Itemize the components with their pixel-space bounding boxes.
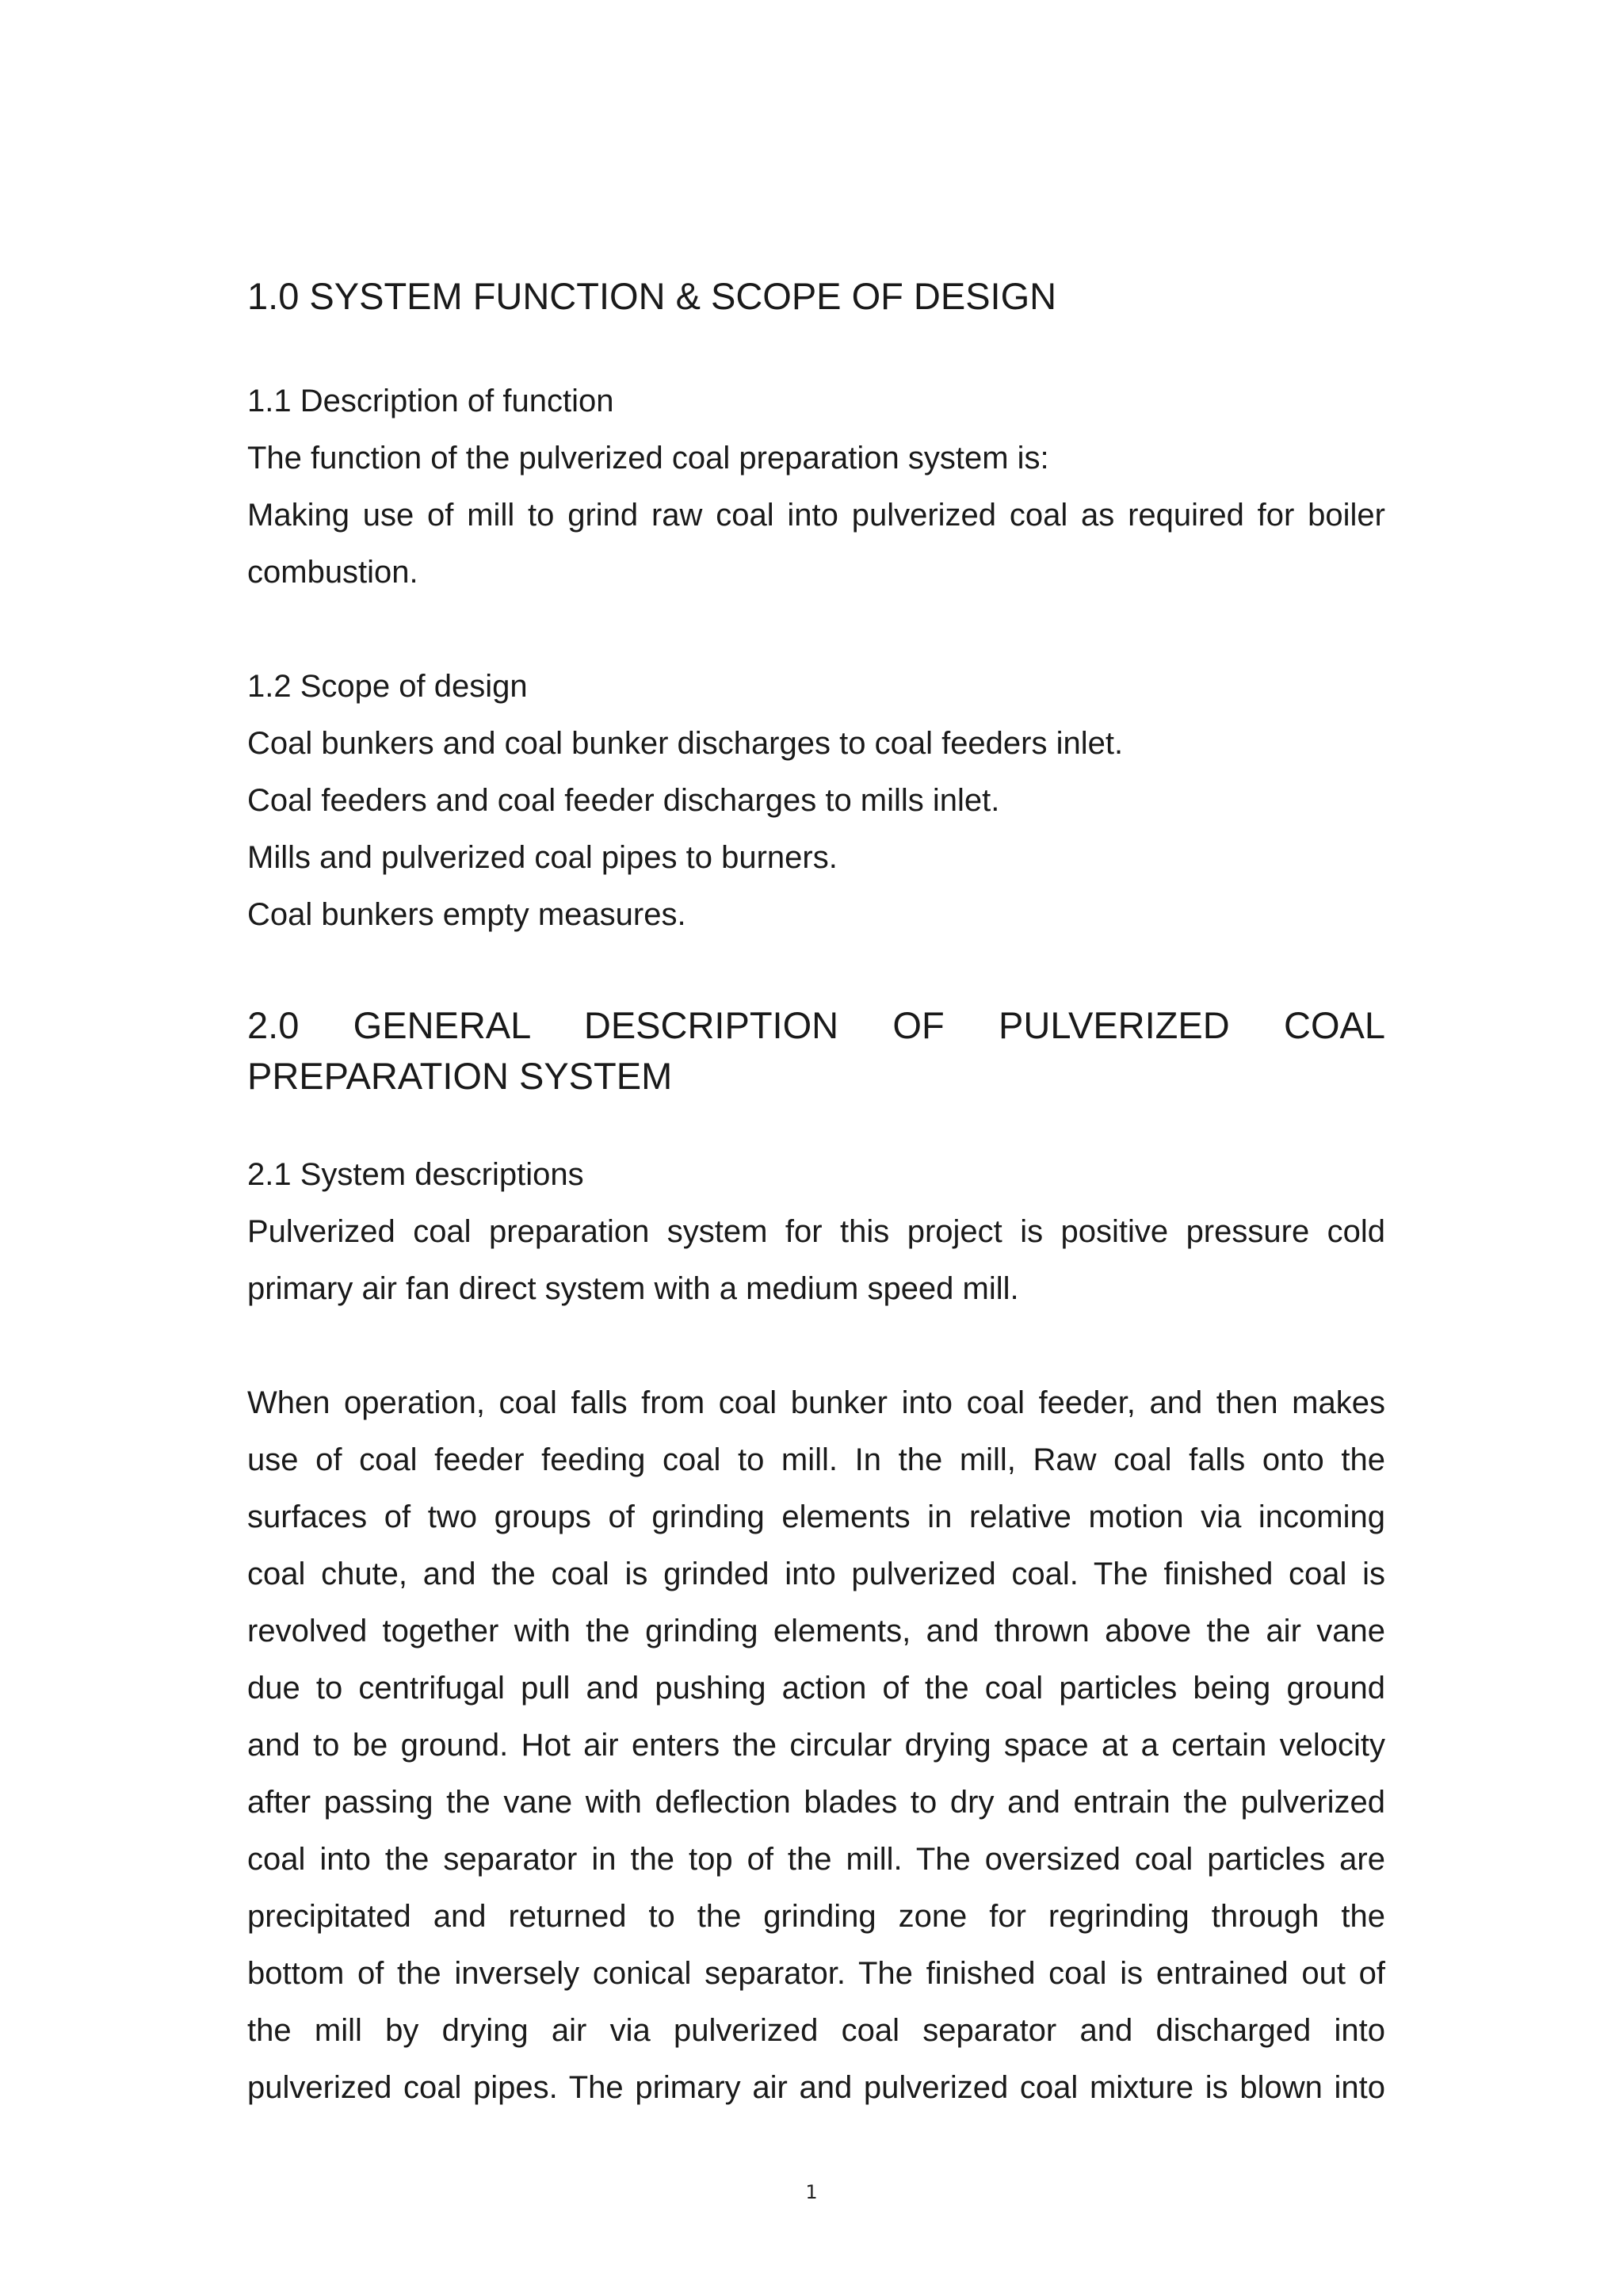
page-number: 1 <box>805 2181 818 2203</box>
text-line: due to centrifugal pull and pushing action of the coal particles being ground <box>247 1671 1385 1706</box>
text-line: coal chute, and the coal is grinded into pulverized coal. The finished coal is <box>247 1557 1385 1591</box>
text-line: use of coal feeder feeding coal to mill. In the mill, Raw coal falls onto the <box>247 1442 1385 1477</box>
text-line: after passing the vane with deflection blades to dry and entrain the pulverized <box>247 1785 1385 1820</box>
section-1-1-heading: 1.1 Description of function <box>247 384 614 418</box>
section-1-2-heading: 1.2 Scope of design <box>247 669 528 704</box>
section-2-1-heading: 2.1 System descriptions <box>247 1157 584 1192</box>
text-line: and to be ground. Hot air enters the circular drying space at a certain velocity <box>247 1728 1385 1763</box>
heading-line: PREPARATION SYSTEM <box>247 1055 673 1097</box>
heading-line: 2.0 GENERAL DESCRIPTION OF PULVERIZED COAL <box>247 1004 1385 1046</box>
operation-paragraph <box>247 1374 1385 2116</box>
text-line: the mill by drying air via pulverized coal separator and discharged into <box>247 2013 1385 2048</box>
text-line: Making use of mill to grind raw coal into pulverized coal as required for boiler <box>247 498 1385 533</box>
section-2-heading <box>247 1000 1385 1102</box>
text-line: surfaces of two groups of grinding elements in relative motion via incoming <box>247 1499 1385 1534</box>
text-line: When operation, coal falls from coal bunker into coal feeder, and then makes <box>247 1385 1385 1420</box>
text-line: precipitated and returned to the grinding zone for regrinding through the <box>247 1899 1385 1934</box>
section-1-2-body <box>247 715 1385 943</box>
text-line: pulverized coal pipes. The primary air and pulverized coal mixture is blown into <box>247 2070 1385 2105</box>
text-line: bottom of the inversely conical separator. The finished coal is entrained out of <box>247 1956 1385 1991</box>
section-1-heading: 1.0 SYSTEM FUNCTION & SCOPE OF DESIGN <box>247 275 1057 317</box>
text-line: Pulverized coal preparation system for this project is positive pressure cold <box>247 1214 1385 1249</box>
text-line: The function of the pulverized coal preparation system is: <box>247 441 1049 476</box>
section-2-1-body <box>247 1203 1385 1317</box>
text-line: coal into the separator in the top of the mill. The oversized coal particles are <box>247 1842 1385 1877</box>
section-1-1-body <box>247 430 1385 601</box>
text-line: Coal feeders and coal feeder discharges to mills inlet. <box>247 783 1000 818</box>
text-line: Mills and pulverized coal pipes to burners. <box>247 840 838 875</box>
text-line: combustion. <box>247 555 418 590</box>
text-line: Coal bunkers and coal bunker discharges to coal feeders inlet. <box>247 726 1124 761</box>
text-line: Coal bunkers empty measures. <box>247 897 686 932</box>
text-line: revolved together with the grinding elements, and thrown above the air vane <box>247 1614 1385 1648</box>
text-line: primary air fan direct system with a medium speed mill. <box>247 1271 1019 1306</box>
